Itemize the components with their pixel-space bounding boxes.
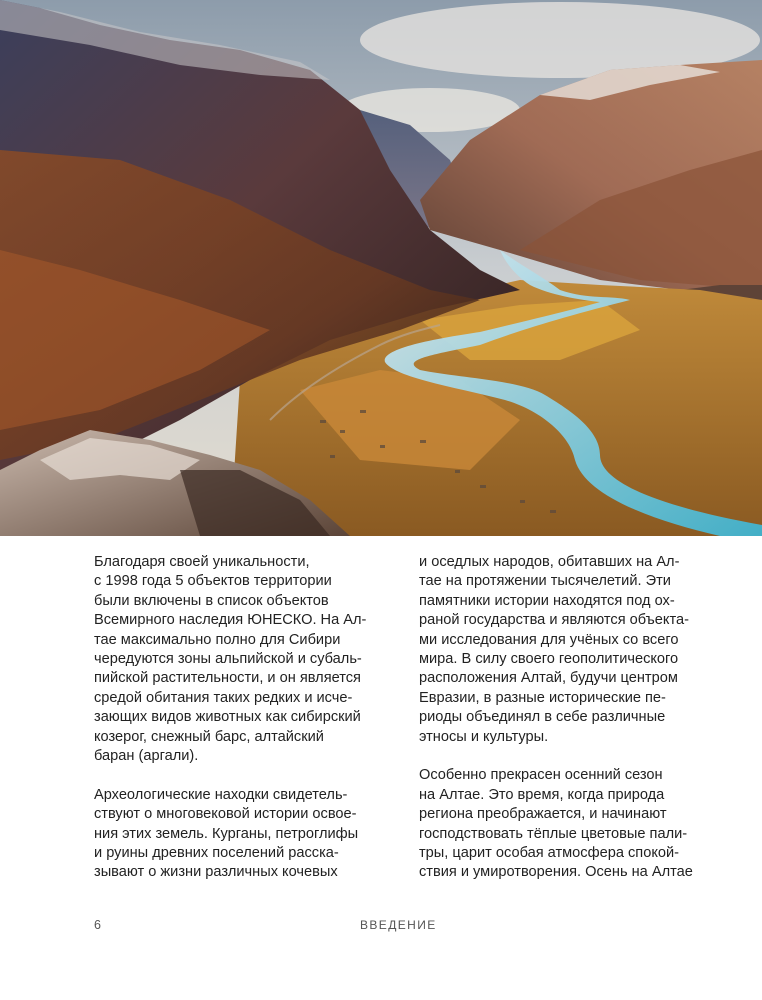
paragraph-unesco — [94, 553, 394, 766]
text-line: и оседлых народов, обитавших на Ал- — [419, 554, 680, 570]
text-line: были включены в список объектов — [94, 592, 329, 609]
text-line: тры, царит особая атмосфера спокой- — [419, 845, 680, 862]
page-number: 6 — [94, 918, 101, 932]
text-line: чередуются зоны альпийской и субаль- — [94, 651, 362, 668]
text-line: на Алтае. Это время, когда природа — [419, 786, 665, 803]
text-line: ми исследования для учёных со всего — [419, 631, 679, 648]
left-text-column — [94, 553, 394, 883]
text-line: зающих видов животных как сибирский — [94, 709, 361, 726]
text-line: Евразии, в разные исторические пе- — [419, 689, 666, 706]
text-line: мира. В силу своего геополитического — [419, 651, 679, 668]
text-line: Археологические находки свидетель- — [94, 786, 348, 803]
paragraph-autumn — [419, 766, 719, 882]
text-line: региона преображается, и начинают — [419, 806, 667, 823]
text-line: Благодаря своей уникальности, — [94, 554, 310, 570]
text-line: пийской растительности, и он является — [94, 670, 361, 687]
paragraph-peoples — [419, 553, 719, 747]
text-line: ствия и умиротворения. Осень на Алтае — [419, 864, 693, 881]
text-line: с 1998 года 5 объектов территории — [94, 573, 332, 590]
text-line: расположения Алтай, будучи центром — [419, 670, 678, 687]
text-line: ствуют о многовековой истории освое- — [94, 806, 357, 823]
text-line: тае максимально полно для Сибири — [94, 631, 341, 648]
text-line: Особенно прекрасен осенний сезон — [419, 767, 663, 784]
text-line: раной государства и являются объекта- — [419, 612, 689, 629]
text-line: зывают о жизни различных кочевых — [94, 864, 338, 881]
section-title: ВВЕДЕНИЕ — [360, 918, 437, 932]
text-line: и руины древних поселений расска- — [94, 845, 339, 862]
text-line: риоды объединял в себе различные — [419, 709, 666, 726]
text-line: тае на протяжении тысячелетий. Эти — [419, 573, 671, 590]
text-line: Всемирного наследия ЮНЕСКО. На Ал- — [94, 612, 367, 629]
text-line: ния этих земель. Курганы, петроглифы — [94, 825, 359, 842]
text-line: господствовать тёплые цветовые пали- — [419, 825, 688, 842]
paragraph-archaeology — [94, 786, 394, 883]
text-line: памятники истории находятся под ох- — [419, 592, 675, 609]
text-line: этносы и культуры. — [419, 728, 549, 745]
text-line: средой обитания таких редких и исче- — [94, 689, 353, 706]
text-line: козерог, снежный барс, алтайский — [94, 728, 324, 745]
right-text-column — [419, 553, 719, 883]
text-line: баран (аргали). — [94, 748, 199, 765]
